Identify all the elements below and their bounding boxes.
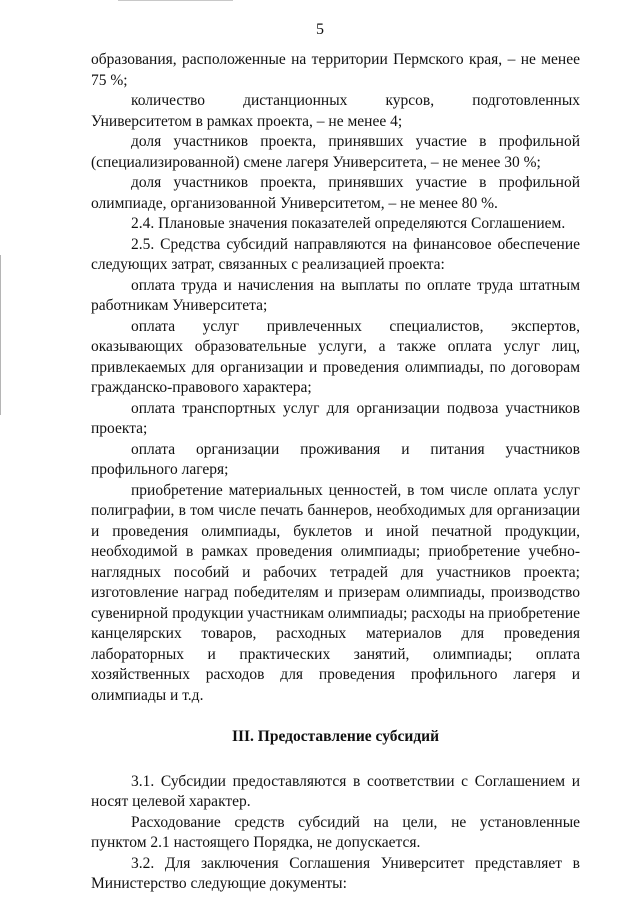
spacer xyxy=(91,706,580,727)
paragraph-bottom-3: 3.2. Для заключения Соглашения Университет представляет в Министерство следующие документы: xyxy=(91,854,580,892)
paragraph-top-5: 2.4. Плановые значения показателей определяются Соглашением. xyxy=(131,215,566,232)
paragraph-top-7: оплата труда и начисления на выплаты по оплате труда штатным работникам Университета; xyxy=(91,276,580,314)
section-heading: III. Предоставление субсидий xyxy=(231,728,440,745)
paragraph-top-10: оплата организации проживания и питания участников профильного лагеря; xyxy=(91,440,580,478)
paragraph-top-2: количество дистанционных курсов, подготовленных Университетом в рамках проекта, – не менее 4; xyxy=(91,92,580,130)
paragraph-top-6: 2.5. Средства субсидий направляются на финансовое обеспечение следующих затрат, связанных с реализацией проекта: xyxy=(91,235,580,273)
scan-edge-mark xyxy=(118,0,233,1)
paragraph-top-9: оплата транспортных услуг для организации подвоза участников проекта; xyxy=(91,399,580,437)
paragraph-top-3: доля участников проекта, принявших участие в профильной (специализированной) смене лагеря Университета, – не менее 30 %; xyxy=(91,133,580,171)
scan-edge-shadow xyxy=(0,255,4,415)
paragraph-top-11: приобретение материальных ценностей, в том числе оплата услуг полиграфии, в том числе печать баннеров, необходимых для организации и проведения олимпиады, буклетов и иной печатной продукции, необходимой в рамках проведения олимпиады; приобретение учебно-наглядных пособий и рабочих тетрадей для участников проекта; изготовление наград победителям и призерам олимпиады, производство сувенирной продукции участникам олимпиады; расходы на приобретение канцелярских товаров, расходных материалов для проведения лабораторных и практических занятий, олимпиады; оплата хозяйственных расходов для проведения профильного лагеря и олимпиады и т.д. xyxy=(91,481,580,704)
spacer xyxy=(91,748,580,772)
paragraph-top-1: образования, расположенные на территории Пермского края, – не менее 75 %; xyxy=(91,51,580,89)
paragraph-top-8: оплата услуг привлеченных специалистов, экспертов, оказывающих образовательные услуги, а также оплата услуг лиц, привлекаемых для организации и проведения олимпиады, по договорам гражданско-правового характера; xyxy=(91,317,580,396)
paragraph-bottom-1: 3.1. Субсидии предоставляются в соответствии с Соглашением и носят целевой характер. xyxy=(91,772,580,810)
paragraph-top-4: доля участников проекта, принявших участие в профильной олимпиаде, организованной Университетом, – не менее 80 %. xyxy=(91,174,580,212)
paragraph-bottom-2: Расходование средств субсидий на цели, не установленные пунктом 2.1 настоящего Порядка, не допускается. xyxy=(91,813,580,851)
document-body xyxy=(91,50,580,895)
page-number: 5 xyxy=(316,21,324,38)
